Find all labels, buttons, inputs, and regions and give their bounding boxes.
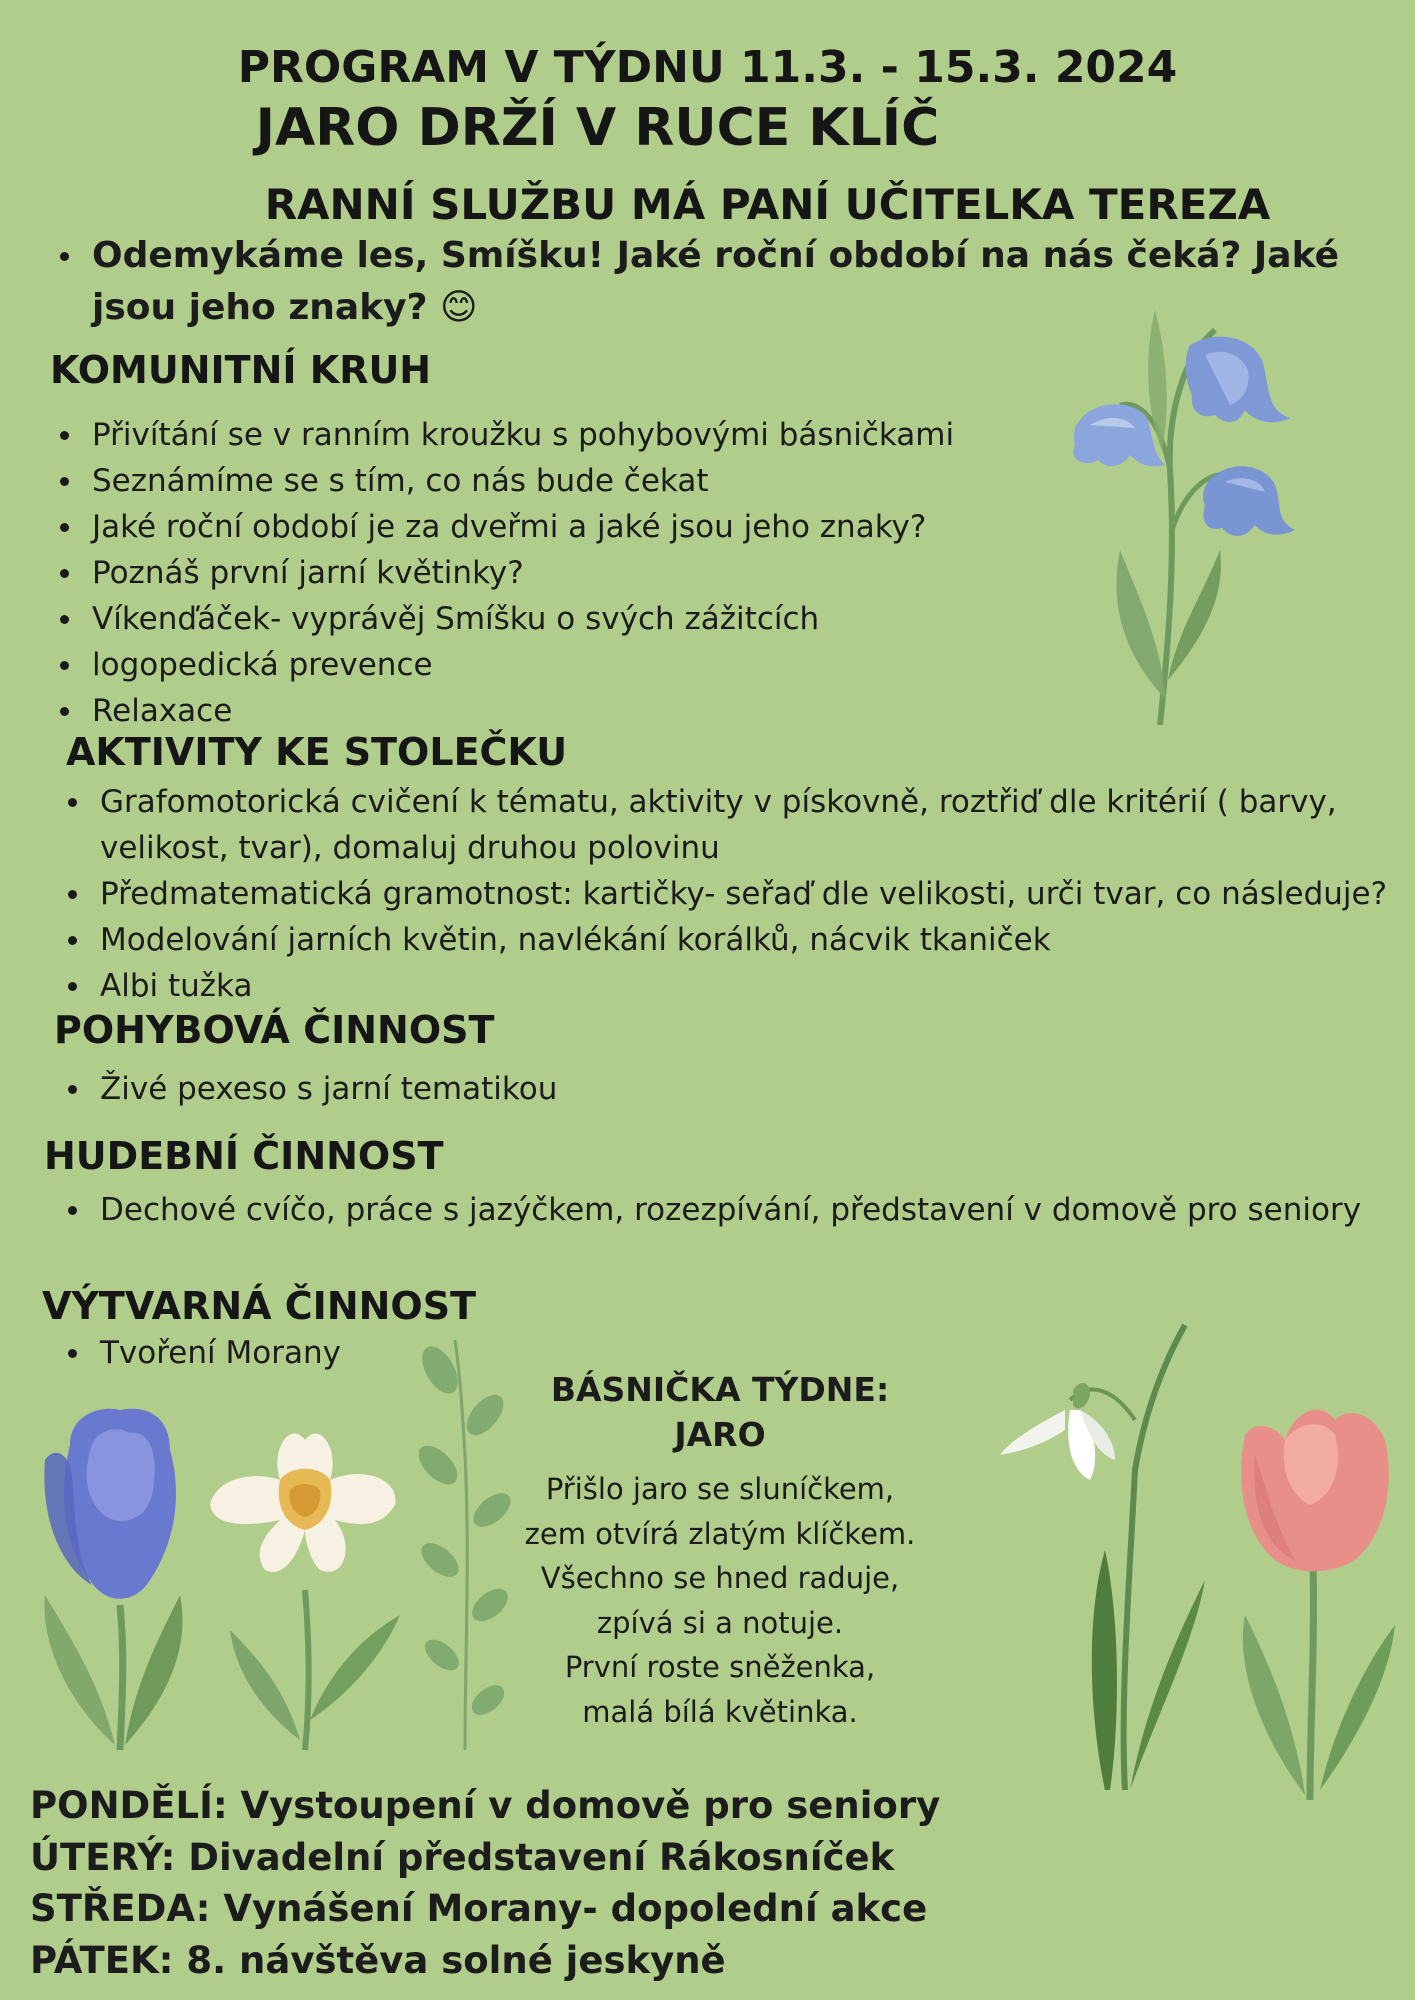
page-title: PROGRAM V TÝDNU 11.3. - 15.3. 2024 (237, 42, 1178, 93)
aktivity-list (60, 779, 1405, 1009)
section-title-pohybova: POHYBOVÁ ČINNOST (54, 1008, 495, 1052)
list-item: Tvoření Morany (60, 1330, 560, 1376)
list-item: Modelování jarních květin, navlékání korálků, nácvik tkaniček (60, 917, 1405, 963)
poem-line: zpívá si a notuje. (596, 1605, 844, 1640)
section-title-hudebni: HUDEBNÍ ČINNOST (44, 1134, 444, 1178)
poem-line: Všechno se hned raduje, (540, 1561, 900, 1595)
list-item: Grafomotorická cvičení k tématu, aktivity v pískovně, roztřiď dle kritérií ( barvy, velikost, tvar), domaluj druhou polovinu (60, 779, 1405, 871)
daffodil-illustration (205, 1420, 410, 1755)
list-item: logopedická prevence (52, 642, 1052, 688)
section-title-komunitni: KOMUNITNÍ KRUH (50, 348, 432, 392)
tulip-illustration (1225, 1395, 1405, 1805)
schedule-wednesday: STŘEDA: Vynášení Morany- dopolední akce (30, 1887, 928, 1930)
intro-item: Odemykáme les, Smíšku! Jaké roční období na nás čeká? Jaké jsou jeho znaky? 😊 (52, 230, 1372, 334)
schedule-tuesday: ÚTERÝ: Divadelní představení Rákosníček (30, 1835, 895, 1879)
poem-line: malá bílá květinka. (582, 1694, 858, 1729)
poem-line: zem otvírá zlatým klíčkem. (524, 1516, 916, 1551)
poem-line: První roste sněženka, (564, 1650, 876, 1684)
bluebell-illustration (1050, 300, 1310, 730)
section-title-aktivity: AKTIVITY KE STOLEČKU (66, 730, 568, 774)
weekly-schedule (30, 1780, 1030, 1986)
pohybova-list (60, 1066, 1060, 1112)
hudebni-list (60, 1187, 1405, 1233)
poem-block (500, 1368, 940, 1734)
list-item: Jaké roční období je za dveřmi a jaké jsou jeho znaky? (52, 504, 1052, 550)
list-item: Živé pexeso s jarní tematikou (60, 1066, 1060, 1112)
schedule-friday: PÁTEK: 8. návštěva solné jeskyně (30, 1938, 726, 1982)
list-item: Relaxace (52, 688, 1052, 734)
list-item: Přivítání se v ranním kroužku s pohybovými básničkami (52, 412, 1052, 458)
snowdrop-illustration (995, 1320, 1225, 1795)
list-item: Víkenďáček- vyprávěj Smíšku o svých zážitcích (52, 596, 1052, 642)
list-item: Albi tužka (60, 963, 1405, 1009)
list-item: Předmatematická gramotnost: kartičky- seřaď dle velikosti, urči tvar, co následuje? (60, 871, 1405, 917)
section-title-vytvarna: VÝTVARNÁ ČINNOST (42, 1284, 477, 1328)
komunitni-list (52, 412, 1052, 734)
crocus-illustration (30, 1405, 205, 1755)
list-item: Dechové cvíčo, práce s jazýčkem, rozezpívání, představení v domově pro seniory (60, 1187, 1405, 1233)
poem-line: Přišlo jaro se sluníčkem, (545, 1472, 895, 1506)
morning-duty: RANNÍ SLUŽBU MÁ PANÍ UČITELKA TEREZA (264, 180, 1271, 229)
list-item: Seznámíme se s tím, co nás bude čekat (52, 458, 1052, 504)
schedule-monday: PONDĚLÍ: Vystoupení v domově pro seniory (30, 1784, 941, 1827)
poem-title: BÁSNIČKA TÝDNE: JARO (550, 1370, 890, 1454)
list-item: Poznáš první jarní květinky? (52, 550, 1052, 596)
theme-title: JARO DRŽÍ V RUCE KLÍČ (255, 98, 940, 158)
leaf-sprig-illustration (410, 1335, 520, 1755)
